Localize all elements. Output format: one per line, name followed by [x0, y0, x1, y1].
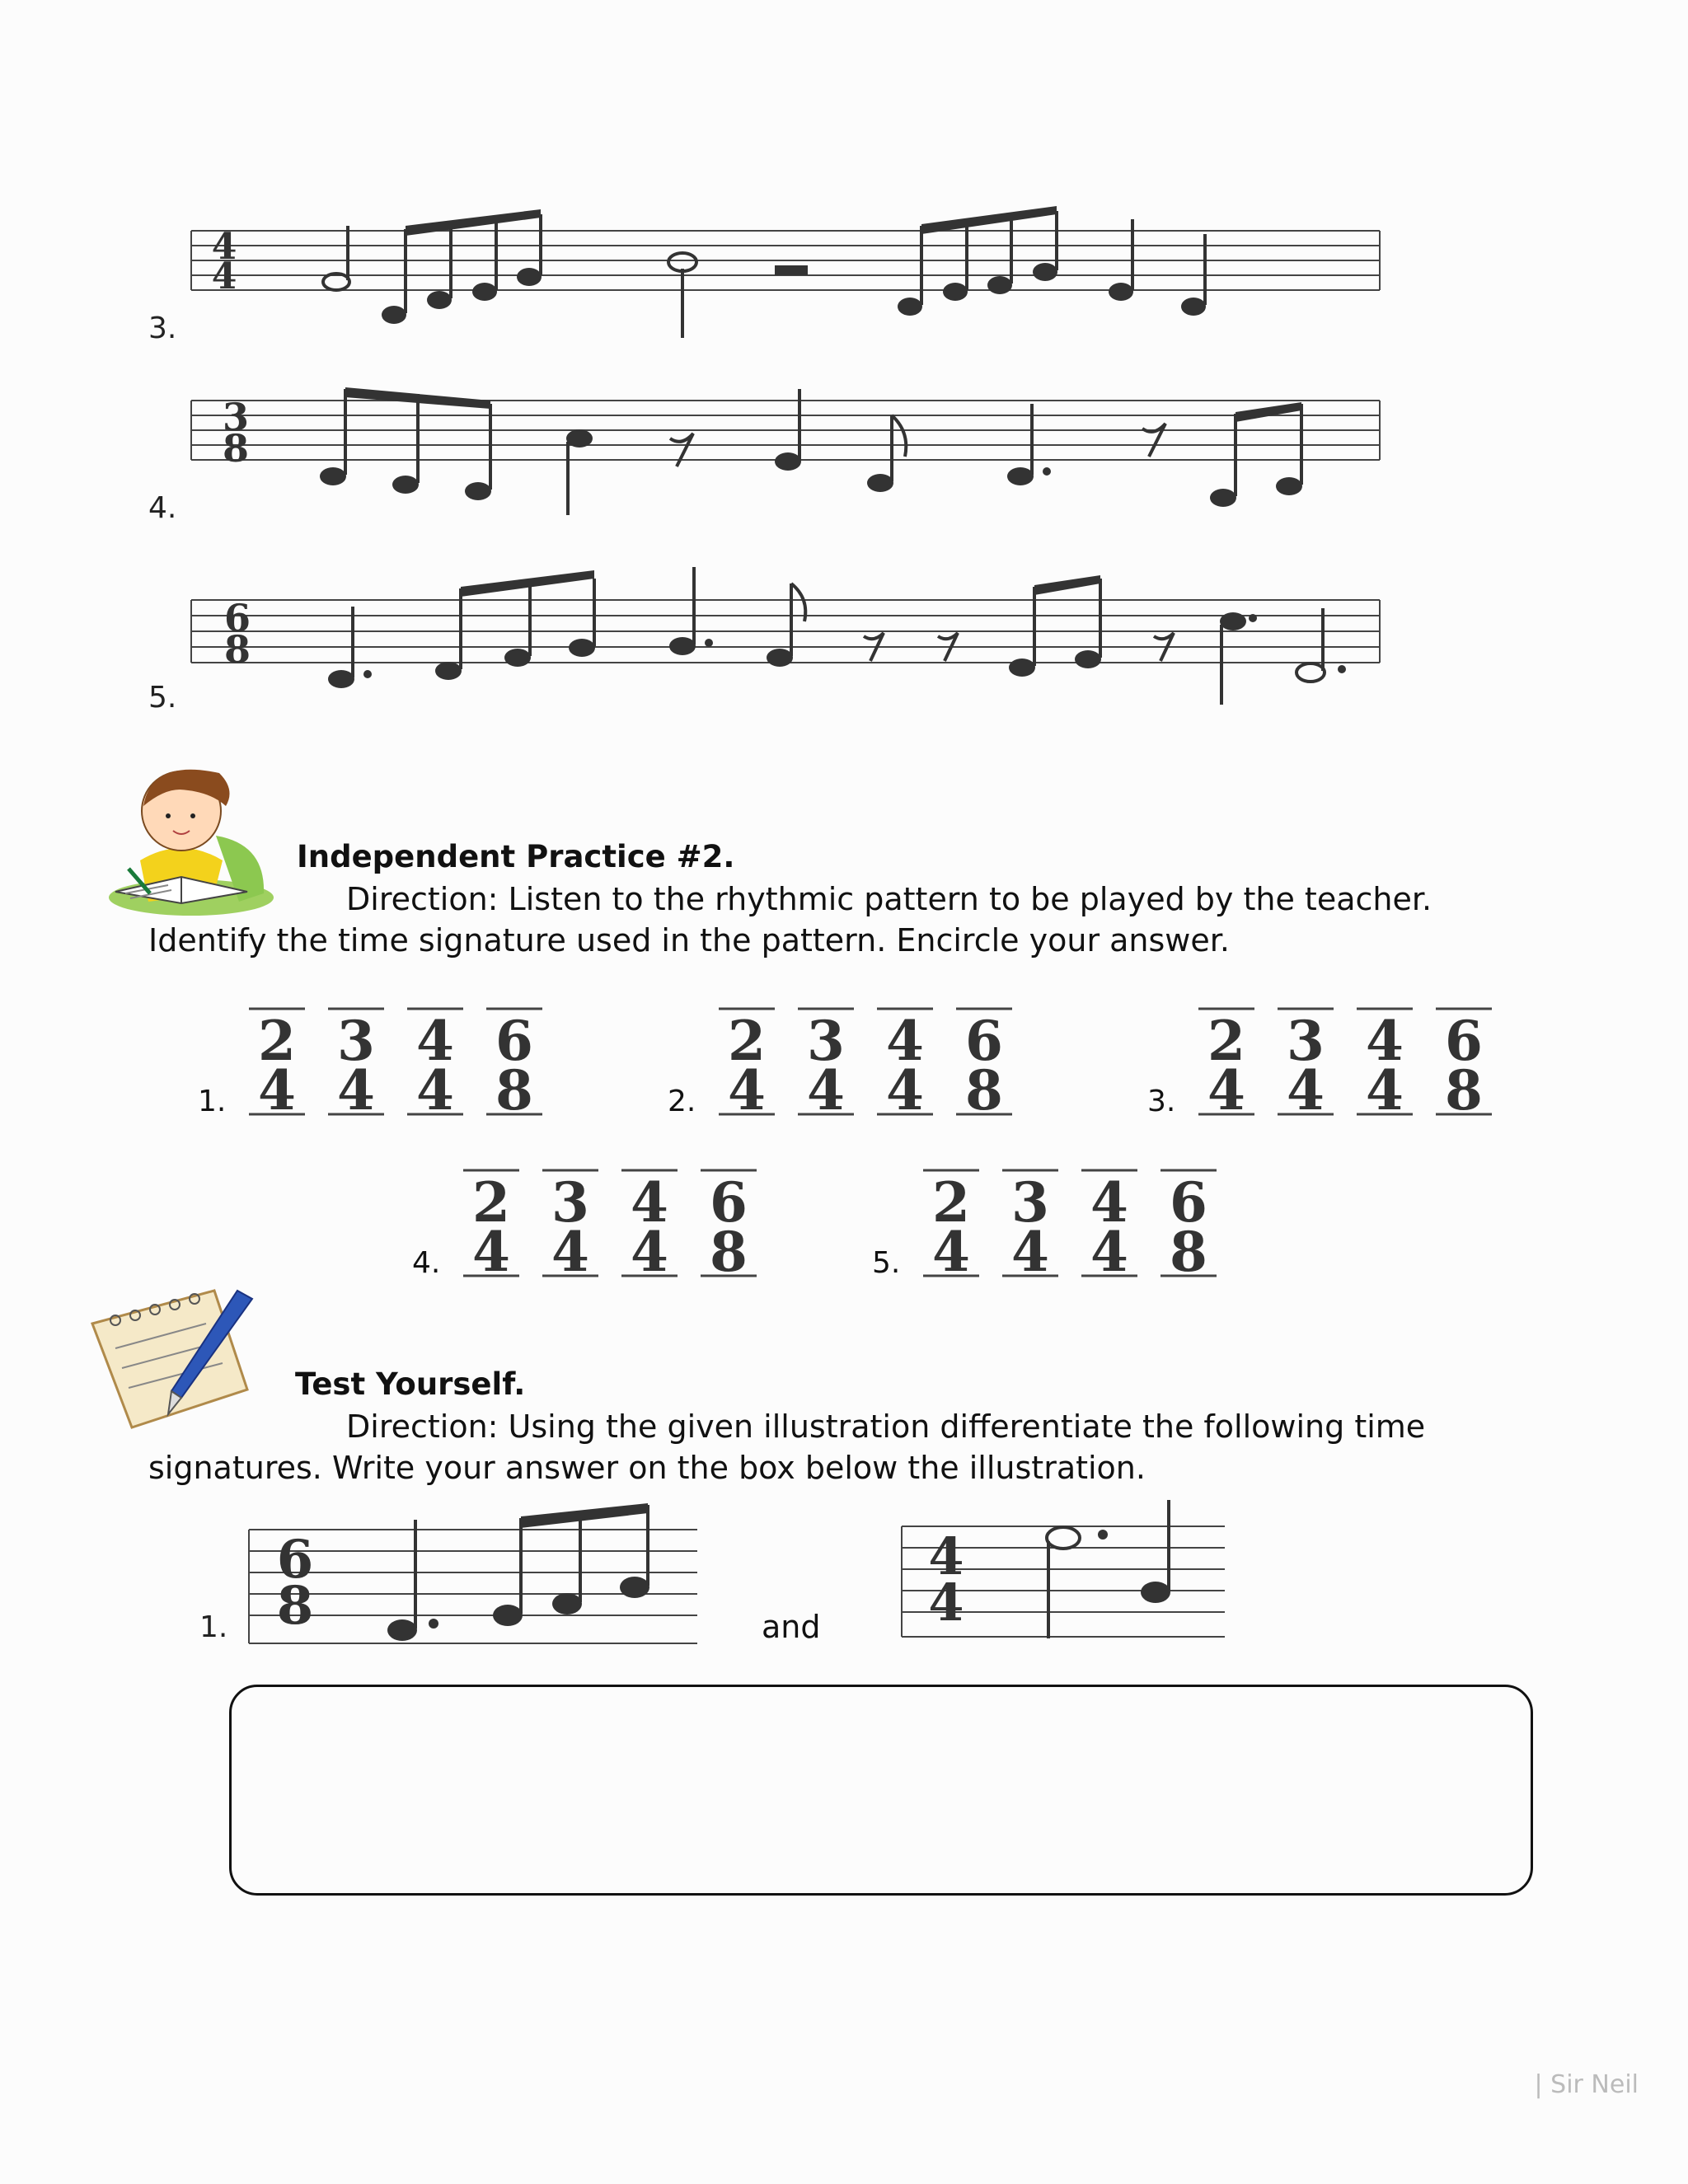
time-signature-option-2-4[interactable] — [463, 1170, 519, 1282]
option-bottom-number: 4 — [551, 1220, 589, 1282]
time-signature-top: 4 — [211, 226, 237, 268]
option-bottom-number: 4 — [1011, 1220, 1049, 1282]
test-staff-right — [898, 1492, 1228, 1648]
option-bottom-number: 4 — [807, 1058, 845, 1121]
item-number: 1. — [199, 1610, 228, 1644]
staff-number: 5. — [148, 681, 177, 715]
connector-and: and — [762, 1609, 821, 1645]
choice-item-number: 3. — [1147, 1085, 1176, 1118]
option-bottom-number: 4 — [932, 1220, 970, 1282]
option-top-number: 3 — [337, 1009, 375, 1073]
option-bottom-number: 8 — [710, 1220, 748, 1282]
choice-item-2 — [668, 997, 1014, 1129]
time-signature-option-4-4[interactable] — [1357, 1009, 1413, 1121]
option-bottom-number: 4 — [416, 1058, 454, 1121]
option-top-number: 2 — [932, 1170, 970, 1235]
time-signature-top: 4 — [928, 1526, 964, 1586]
option-top-number: 6 — [965, 1009, 1003, 1073]
time-signature-option-3-4[interactable] — [798, 1009, 854, 1121]
option-top-number: 3 — [551, 1170, 589, 1235]
option-top-number: 4 — [886, 1009, 924, 1073]
time-signature-options — [918, 1159, 1231, 1282]
option-bottom-number: 4 — [1090, 1220, 1128, 1282]
option-bottom-number: 4 — [258, 1058, 296, 1121]
time-signature-option-6-8[interactable] — [701, 1170, 757, 1282]
time-signature-option-4-4[interactable] — [621, 1170, 678, 1282]
option-bottom-number: 4 — [337, 1058, 375, 1121]
time-signature-bottom: 8 — [222, 426, 250, 471]
option-top-number: 2 — [258, 1009, 296, 1073]
option-bottom-number: 8 — [965, 1058, 1003, 1121]
time-signature-option-3-4[interactable] — [1002, 1170, 1058, 1282]
time-signature-option-6-8[interactable] — [956, 1009, 1012, 1121]
option-bottom-number: 4 — [631, 1220, 668, 1282]
time-signature-bottom: 4 — [211, 255, 237, 298]
time-signature-option-6-8[interactable] — [1160, 1170, 1217, 1282]
option-top-number: 4 — [416, 1009, 454, 1073]
independent-practice-title: Independent Practice #2. — [297, 839, 735, 874]
music-staff-3 — [188, 190, 1383, 346]
time-signature-top: 6 — [276, 1529, 314, 1591]
time-signature-option-2-4[interactable] — [1198, 1009, 1254, 1121]
option-top-number: 2 — [472, 1170, 510, 1235]
option-bottom-number: 4 — [1287, 1058, 1325, 1121]
time-signature-option-2-4[interactable] — [923, 1170, 979, 1282]
option-bottom-number: 4 — [886, 1058, 924, 1121]
time-signature-bottom: 4 — [928, 1572, 964, 1633]
time-signature-option-3-4[interactable] — [328, 1009, 384, 1121]
footer-credit: | Sir Neil — [1534, 2070, 1639, 2099]
option-bottom-number: 8 — [1445, 1058, 1483, 1121]
option-bottom-number: 4 — [1366, 1058, 1404, 1121]
time-signature-option-4-4[interactable] — [1081, 1170, 1137, 1282]
choice-item-3 — [1147, 997, 1493, 1129]
option-top-number: 4 — [631, 1170, 668, 1235]
option-top-number: 2 — [728, 1009, 766, 1073]
choice-item-number: 5. — [872, 1246, 901, 1280]
choice-item-number: 2. — [668, 1085, 696, 1118]
staff-number: 4. — [148, 491, 177, 525]
option-top-number: 3 — [1011, 1170, 1049, 1235]
option-top-number: 4 — [1366, 1009, 1404, 1073]
time-signature-option-6-8[interactable] — [1436, 1009, 1492, 1121]
direction-second-line: signatures. Write your answer on the box below the illustration. — [148, 1450, 1146, 1486]
time-signature-option-4-4[interactable] — [407, 1009, 463, 1121]
option-top-number: 2 — [1207, 1009, 1245, 1073]
music-staff-5 — [188, 560, 1383, 709]
time-signature-options — [714, 997, 1027, 1121]
answer-box[interactable] — [229, 1685, 1533, 1896]
option-bottom-number: 8 — [495, 1058, 533, 1121]
option-top-number: 6 — [495, 1009, 533, 1073]
independent-practice-direction — [148, 879, 1550, 961]
option-bottom-number: 4 — [1207, 1058, 1245, 1121]
option-top-number: 6 — [1170, 1170, 1207, 1235]
test-yourself-direction — [148, 1406, 1550, 1488]
test-staff-left — [246, 1500, 701, 1648]
staff-number: 3. — [148, 312, 177, 345]
time-signature-option-3-4[interactable] — [542, 1170, 598, 1282]
option-top-number: 3 — [1287, 1009, 1325, 1073]
choice-item-number: 4. — [412, 1246, 441, 1280]
option-bottom-number: 4 — [472, 1220, 510, 1282]
option-bottom-number: 8 — [1170, 1220, 1207, 1282]
time-signature-options — [1193, 997, 1507, 1121]
option-top-number: 4 — [1090, 1170, 1128, 1235]
direction-second-line: Identify the time signature used in the pattern. Encircle your answer. — [148, 922, 1230, 958]
option-top-number: 3 — [807, 1009, 845, 1073]
time-signature-option-2-4[interactable] — [249, 1009, 305, 1121]
time-signature-option-4-4[interactable] — [877, 1009, 933, 1121]
choice-item-4 — [412, 1159, 758, 1291]
time-signature-option-2-4[interactable] — [719, 1009, 775, 1121]
time-signature-options — [244, 997, 557, 1121]
time-signature-option-3-4[interactable] — [1278, 1009, 1334, 1121]
option-top-number: 6 — [1445, 1009, 1483, 1073]
choice-item-1 — [198, 997, 544, 1129]
time-signature-option-6-8[interactable] — [486, 1009, 542, 1121]
option-bottom-number: 4 — [728, 1058, 766, 1121]
option-top-number: 6 — [710, 1170, 748, 1235]
choice-item-number: 1. — [198, 1085, 227, 1118]
time-signature-top: 3 — [222, 395, 250, 439]
time-signature-bottom: 8 — [276, 1575, 314, 1637]
direction-first-line: Direction: Listen to the rhythmic pattern to be played by the teacher. — [346, 881, 1432, 917]
time-signature-options — [458, 1159, 771, 1282]
direction-first-line: Direction: Using the given illustration differentiate the following time — [346, 1408, 1426, 1445]
test-yourself-title: Test Yourself. — [295, 1366, 526, 1402]
music-staff-4 — [188, 379, 1383, 527]
choice-item-5 — [872, 1159, 1218, 1291]
time-signature-bottom: 8 — [223, 627, 251, 672]
time-signature-top: 6 — [223, 596, 251, 640]
